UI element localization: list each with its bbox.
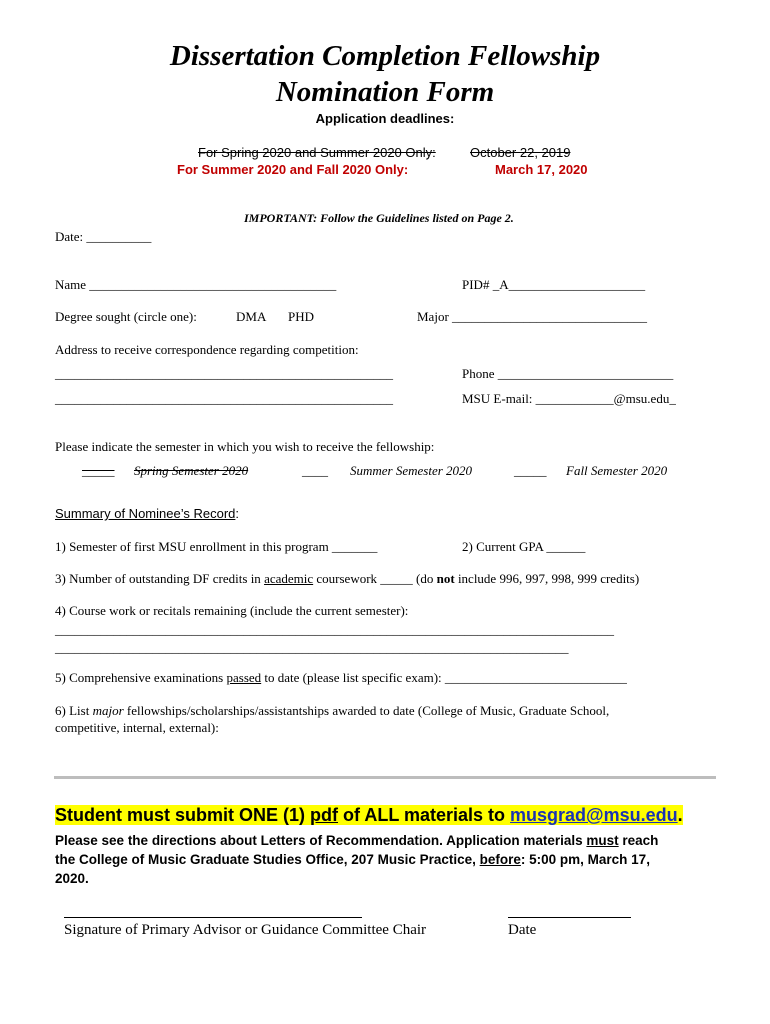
q3-part-c: coursework _____ (do xyxy=(313,571,437,586)
directions-1b: must xyxy=(586,833,619,848)
signature-date-label: Date xyxy=(508,922,537,938)
q4-remaining-coursework: 4) Course work or recitals remaining (include the current semester): xyxy=(55,603,409,618)
degree-option-dma[interactable]: DMA xyxy=(236,309,267,324)
submit-email-link[interactable]: musgrad@msu.edu xyxy=(510,805,678,825)
signature-line[interactable] xyxy=(64,917,362,918)
email-field[interactable]: MSU E-mail: ____________@msu.edu_ xyxy=(462,391,676,406)
spring-semester-option[interactable]: Spring Semester 2020 xyxy=(134,463,249,478)
address-label: Address to receive correspondence regarding competition: xyxy=(55,342,359,357)
directions-line-3: 2020. xyxy=(55,871,89,886)
q5-part-c: to date (please list specific exam): ____________________________ xyxy=(261,670,627,685)
q5-part-b: passed xyxy=(226,670,262,685)
q3-part-b: academic xyxy=(264,571,314,586)
section-divider xyxy=(54,776,716,779)
deadlines-heading: Application deadlines: xyxy=(315,111,455,126)
new-deadline-label: For Summer 2020 and Fall 2020 Only: xyxy=(177,162,409,177)
address-line-2[interactable]: ____________________________________________________ xyxy=(55,391,393,406)
q4-line-2[interactable]: _______________________________________________________________________________ xyxy=(55,640,569,655)
summer-blank[interactable]: ____ xyxy=(302,463,328,478)
degree-label: Degree sought (circle one): xyxy=(55,309,197,324)
q3-part-d: not xyxy=(436,571,455,586)
signature-label: Signature of Primary Advisor or Guidance Committee Chair xyxy=(64,922,427,938)
form-title-line1: Dissertation Completion Fellowship xyxy=(169,40,601,72)
old-deadline-label: For Spring 2020 and Summer 2020 Only: xyxy=(198,145,436,160)
summary-heading-wrap xyxy=(55,506,239,521)
name-field[interactable]: Name ______________________________________ xyxy=(55,277,337,292)
submit-part-d: . xyxy=(677,805,683,825)
form-title-line2: Nomination Form xyxy=(275,76,495,108)
fall-blank[interactable]: _____ xyxy=(514,463,547,478)
pid-field[interactable]: PID# _A_____________________ xyxy=(462,277,646,292)
submit-part-a: Student must submit ONE (1) xyxy=(55,805,311,825)
submit-part-b: pdf xyxy=(310,805,338,825)
q4-line-1[interactable]: ______________________________________________________________________________________ xyxy=(55,622,614,637)
signature-date-line[interactable] xyxy=(508,917,631,918)
submit-part-c: of ALL materials to xyxy=(338,805,511,825)
q6-fellowships xyxy=(55,703,609,719)
directions-1a: Please see the directions about Letters of Recommendation. Application materials xyxy=(55,833,587,848)
new-deadline-date: March 17, 2020 xyxy=(495,162,588,177)
q3-df-credits[interactable] xyxy=(55,571,639,587)
q6-part-c: fellowships/scholarships/assistantships awarded to date (College of Music, Graduate School, xyxy=(123,703,610,718)
summer-semester-option[interactable]: Summer Semester 2020 xyxy=(350,463,473,478)
submit-highlight xyxy=(55,805,683,825)
q2-current-gpa[interactable]: 2) Current GPA ______ xyxy=(462,539,586,554)
directions-1c: reach xyxy=(618,833,659,848)
q1-first-enrollment[interactable]: 1) Semester of first MSU enrollment in this program _______ xyxy=(55,539,378,554)
old-deadline-date: October 22, 2019 xyxy=(470,145,571,160)
summary-colon: : xyxy=(235,506,240,521)
date-field[interactable]: Date: __________ xyxy=(55,229,152,244)
q5-comprehensive-exams[interactable] xyxy=(55,670,627,686)
q3-part-e: include 996, 997, 998, 999 credits) xyxy=(454,571,640,586)
degree-option-phd[interactable]: PHD xyxy=(288,309,315,324)
q6-part-b: major xyxy=(92,703,124,718)
q6-continued: competitive, internal, external): xyxy=(55,720,219,735)
directions-2a: the College of Music Graduate Studies Office, 207 Music Practice, xyxy=(55,852,480,867)
major-field[interactable]: Major ______________________________ xyxy=(417,309,648,324)
spring-blank[interactable]: _____ xyxy=(82,463,115,478)
semester-prompt: Please indicate the semester in which you wish to receive the fellowship: xyxy=(55,439,435,454)
directions-line-2 xyxy=(55,850,650,869)
phone-field[interactable]: Phone ___________________________ xyxy=(462,366,674,381)
q6-part-a: 6) List xyxy=(55,703,93,718)
fall-semester-option[interactable]: Fall Semester 2020 xyxy=(566,463,668,478)
q5-part-a: 5) Comprehensive examinations xyxy=(55,670,227,685)
directions-line-1 xyxy=(55,831,658,850)
important-note: IMPORTANT: Follow the Guidelines listed on Page 2. xyxy=(244,211,514,225)
summary-heading: Summary of Nominee’s Record xyxy=(55,506,236,521)
directions-2b: before xyxy=(479,852,521,867)
directions-2c: : 5:00 pm, March 17, xyxy=(520,852,650,867)
submit-notice xyxy=(55,805,683,826)
q3-part-a: 3) Number of outstanding DF credits in xyxy=(55,571,265,586)
address-line-1[interactable]: ____________________________________________________ xyxy=(55,366,393,381)
